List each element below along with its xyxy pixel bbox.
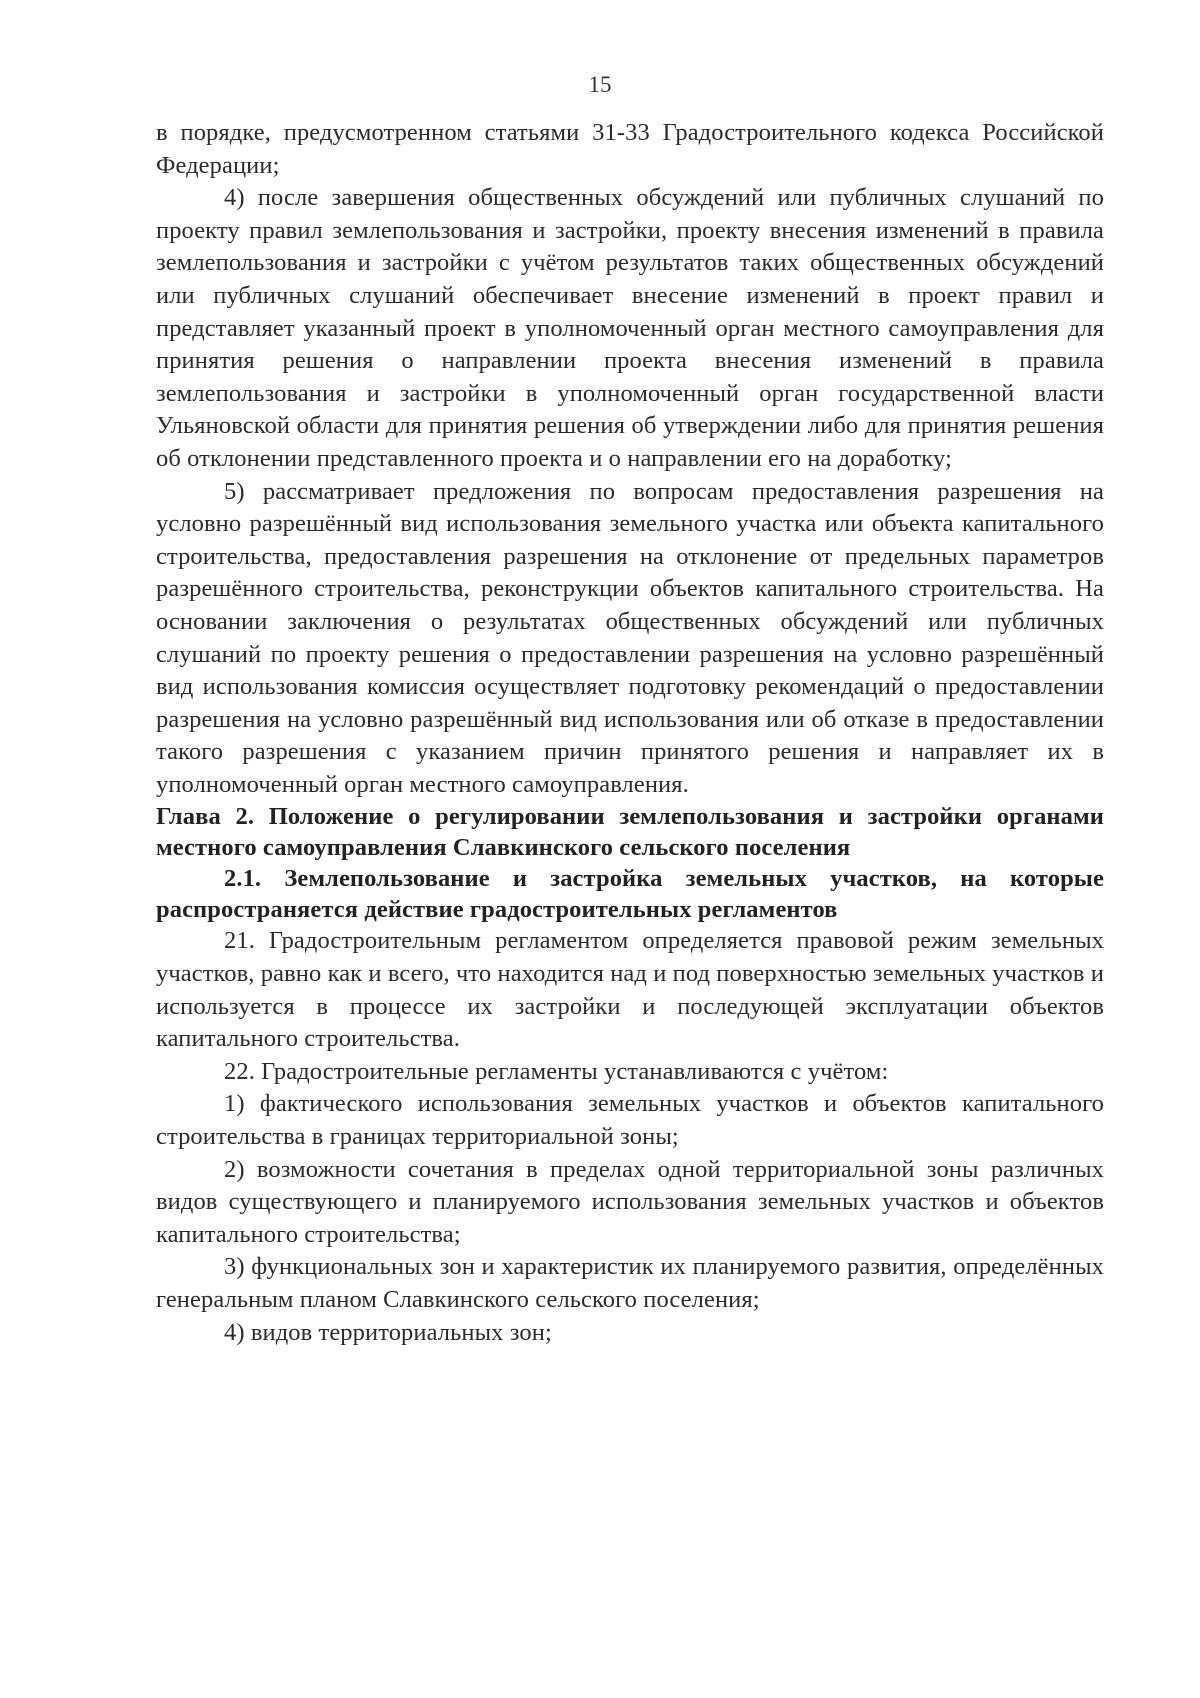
clause-22-item-4: 4) видов территориальных зон; [224,1318,552,1346]
list-item-5: 5) рассматривает предложения по вопросам предоставления разрешения на условно разрешённый вид использования земельного участка или объекта капитального строительства, предоставления разрешения на отклонение от предельных параметров разрешённого строительства, реконструкции объектов капитального строительства. На основании заключения о результатах общественных обсуждений или публичных слушаний по проекту решения о предоставлении разрешения на условно разрешённый вид использования комиссия осуществляет подготовку рекомендаций о предоставлении разрешения на условно разрешённый вид использования или об отказе в предоставлении такого разрешения с указанием причин принятого решения и направляет их в уполномоченный орган местного самоуправления. [156,477,1104,798]
clause-22-item-3: 3) функциональных зон и характеристик их планируемого развития, определённых генеральным планом Славкинского сельского поселения; [156,1253,1104,1313]
clause-22: 22. Градостроительные регламенты устанавливаются с учётом: [224,1057,889,1085]
page-number: 15 [588,72,612,97]
paragraph-continuation: в порядке, предусмотренном статьями 31-33 Градостроительного кодекса Российской Федерации; [156,119,1104,179]
clause-22-item-2: 2) возможности сочетания в пределах одной территориальной зоны различных видов существующего и планируемого использования земельных участков и объектов капитального строительства; [156,1155,1104,1248]
list-item-4: 4) после завершения общественных обсуждений или публичных слушаний по проекту правил землепользования и застройки, проекту внесения изменений в правила землепользования и застройки с учётом результатов таких общественных обсуждений или публичных слушаний обеспечивает внесение изменений в проект правил и представляет указанный проект в уполномоченный орган местного самоуправления для принятия решения о направлении проекта внесения изменений в правила землепользования и застройки в уполномоченный орган государственной власти Ульяновской области для принятия решения об утверждении либо для принятия решения об отклонении представленного проекта и о направлении его на доработку; [156,184,1104,472]
chapter-heading: Глава 2. Положение о регулировании землепользования и застройки органами местного самоуправления Славкинского сельского поселения [156,803,1104,862]
section-heading: 2.1. Землепользование и застройка земельных участков, на которые распространяется действие градостроительных регламентов [156,865,1104,924]
clause-21: 21. Градостроительным регламентом определяется правовой режим земельных участков, равно как и всего, что находится над и под поверхностью земельных участков и используется в процессе их застройки и последующей эксплуатации объектов капитального строительства. [156,927,1104,1053]
clause-22-item-1: 1) фактического использования земельных участков и объектов капитального строительства в границах территориальной зоны; [156,1090,1104,1151]
document-body [156,117,1104,1349]
